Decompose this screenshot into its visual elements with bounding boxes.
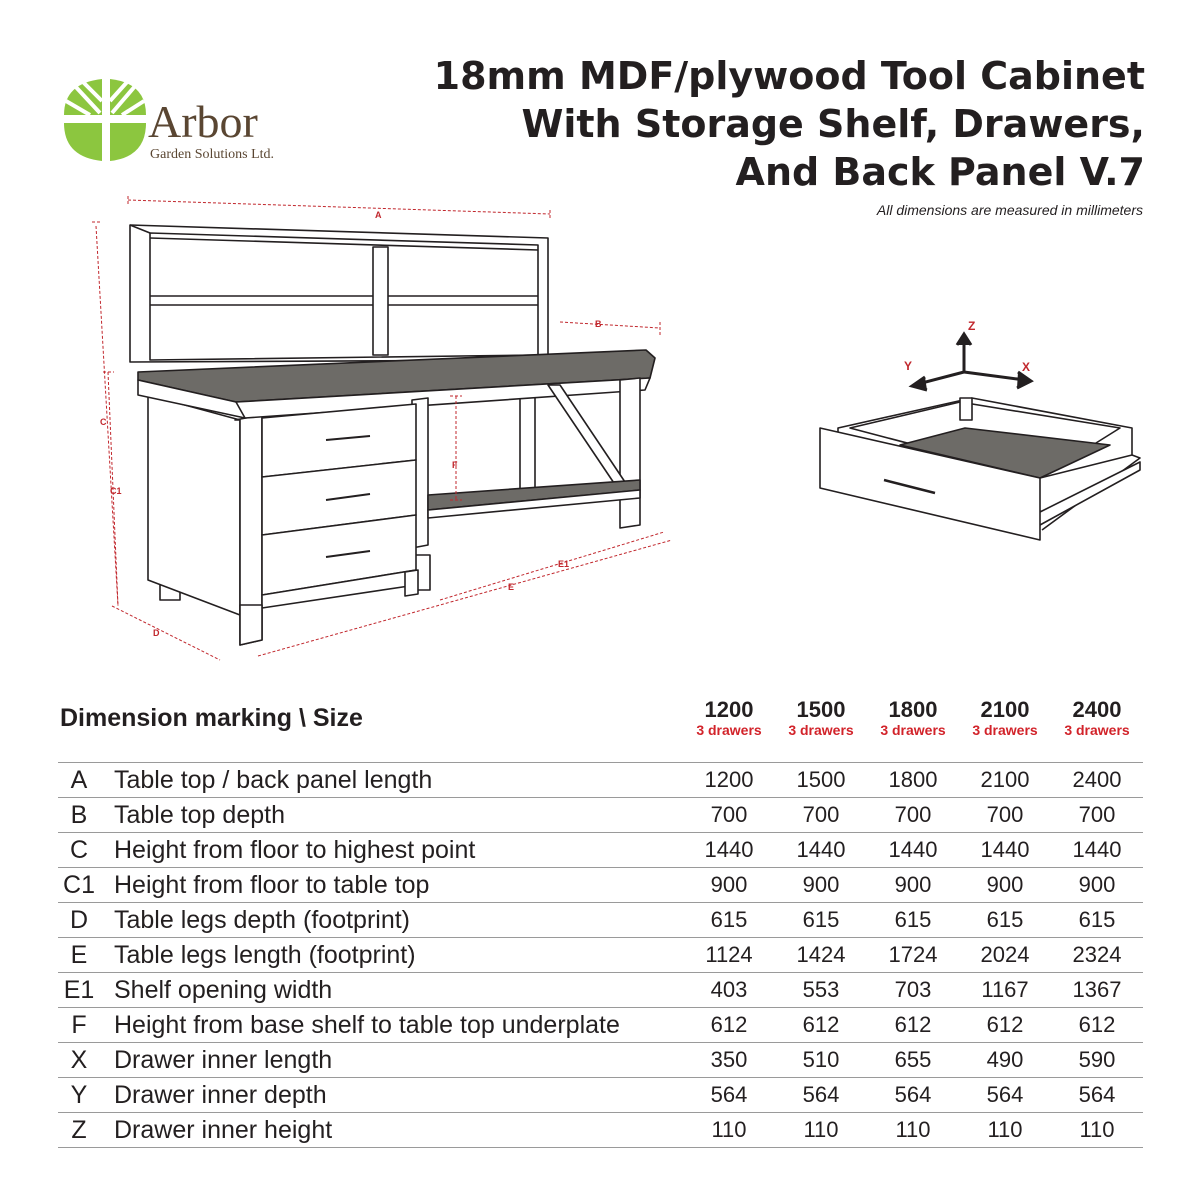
- row-mark: Y: [70, 1081, 88, 1109]
- row-value: 1200: [704, 767, 754, 792]
- row-value: 615: [894, 907, 932, 932]
- column-size: 2400: [1072, 697, 1122, 722]
- row-value: 612: [1078, 1012, 1116, 1037]
- row-mark: E1: [63, 976, 95, 1004]
- row-value: 1440: [1072, 837, 1122, 862]
- column-drawers: 3 drawers: [1064, 722, 1130, 738]
- header-label: Dimension marking \ Size: [60, 704, 363, 732]
- row-value: 900: [710, 872, 748, 897]
- axis-y: Y: [904, 359, 913, 373]
- column-drawers: 3 drawers: [880, 722, 946, 738]
- row-value: 700: [710, 802, 748, 827]
- row-value: 703: [894, 977, 932, 1002]
- row-label: Shelf opening width: [114, 976, 333, 1004]
- row-value: 564: [1078, 1082, 1116, 1107]
- column-drawers: 3 drawers: [788, 722, 854, 738]
- page-title: [385, 52, 1145, 196]
- row-value: 564: [894, 1082, 932, 1107]
- row-value: 900: [802, 872, 840, 897]
- column-size: 1500: [796, 697, 846, 722]
- column-drawers: 3 drawers: [696, 722, 762, 738]
- arbor-logo: [60, 75, 320, 170]
- dim-label-e: E: [508, 582, 515, 592]
- row-value: 615: [802, 907, 840, 932]
- axis-x: X: [1022, 360, 1031, 374]
- row-mark: C1: [63, 871, 95, 899]
- row-mark: F: [71, 1011, 87, 1039]
- row-value: 900: [1078, 872, 1116, 897]
- leaf-icon: [64, 79, 146, 161]
- row-value: 590: [1078, 1047, 1116, 1072]
- dim-label-f: F: [452, 460, 458, 470]
- row-value: 350: [710, 1047, 748, 1072]
- table-row: [58, 972, 1143, 1007]
- row-value: 1367: [1072, 977, 1122, 1002]
- table-row: [58, 762, 1143, 797]
- row-value: 655: [894, 1047, 932, 1072]
- logo-tagline: Garden Solutions Ltd.: [150, 147, 275, 162]
- row-value: 110: [987, 1117, 1023, 1142]
- table-row: [58, 832, 1143, 867]
- row-value: 403: [710, 977, 748, 1002]
- table-row: [58, 797, 1143, 832]
- column-size: 2100: [980, 697, 1030, 722]
- row-value: 1424: [796, 942, 846, 967]
- row-value: 700: [802, 802, 840, 827]
- row-value: 490: [986, 1047, 1024, 1072]
- spec-table: [58, 690, 1143, 1148]
- row-label: Table top / back panel length: [114, 766, 433, 794]
- row-label: Drawer inner depth: [114, 1081, 327, 1109]
- row-value: 564: [802, 1082, 840, 1107]
- dim-label-a: A: [375, 210, 382, 220]
- row-value: 615: [710, 907, 748, 932]
- row-value: 615: [986, 907, 1024, 932]
- row-value: 510: [802, 1047, 840, 1072]
- row-value: 2400: [1072, 767, 1122, 792]
- row-label: Height from floor to highest point: [114, 836, 476, 864]
- drawer-drawing: [810, 315, 1150, 545]
- row-value: 1167: [981, 977, 1029, 1002]
- row-value: 700: [894, 802, 932, 827]
- row-label: Table legs depth (footprint): [114, 906, 411, 934]
- logo-name: Arbor: [148, 96, 258, 147]
- column-header: [775, 698, 867, 738]
- row-value: 1440: [704, 837, 754, 862]
- table-row: [58, 902, 1143, 937]
- row-value: 110: [1079, 1117, 1115, 1142]
- dim-label-c1: C1: [110, 486, 122, 496]
- row-value: 612: [710, 1012, 748, 1037]
- row-value: 700: [1078, 802, 1116, 827]
- title-line-3: And Back Panel V.7: [735, 150, 1145, 194]
- table-row: [58, 937, 1143, 972]
- row-value: 612: [894, 1012, 932, 1037]
- row-value: 1440: [888, 837, 938, 862]
- table-row: [58, 1042, 1143, 1077]
- table-row: [58, 867, 1143, 902]
- row-mark: B: [70, 801, 88, 829]
- row-value: 564: [710, 1082, 748, 1107]
- column-header: [959, 698, 1051, 738]
- column-size: 1200: [704, 697, 754, 722]
- row-value: 1724: [888, 942, 938, 967]
- table-body: [58, 762, 1143, 1148]
- row-value: 612: [986, 1012, 1024, 1037]
- title-line-1: 18mm MDF/plywood Tool Cabinet: [433, 54, 1145, 98]
- row-value: 110: [895, 1117, 931, 1142]
- units-note: All dimensions are measured in millimeters: [876, 202, 1143, 218]
- row-value: 2024: [980, 942, 1030, 967]
- row-mark: X: [70, 1046, 88, 1074]
- row-value: 1500: [796, 767, 846, 792]
- row-value: 700: [986, 802, 1024, 827]
- row-value: 612: [802, 1012, 840, 1037]
- dim-label-b: B: [595, 319, 602, 329]
- column-size: 1800: [888, 697, 938, 722]
- row-label: Height from base shelf to table top underplate: [114, 1011, 620, 1039]
- row-value: 1124: [705, 942, 753, 967]
- row-value: 1440: [980, 837, 1030, 862]
- row-value: 2324: [1072, 942, 1122, 967]
- column-drawers: 3 drawers: [972, 722, 1038, 738]
- row-mark: Z: [71, 1116, 87, 1144]
- dim-label-d: D: [153, 628, 160, 638]
- axis-z: Z: [968, 319, 976, 333]
- column-header: [1051, 698, 1143, 738]
- row-value: 615: [1078, 907, 1116, 932]
- table-row: [58, 1007, 1143, 1042]
- table-row: [58, 1112, 1143, 1148]
- title-line-2: With Storage Shelf, Drawers,: [521, 102, 1145, 146]
- row-value: 900: [986, 872, 1024, 897]
- row-value: 1440: [796, 837, 846, 862]
- row-label: Height from floor to table top: [114, 871, 430, 899]
- row-value: 110: [803, 1117, 839, 1142]
- row-value: 2100: [980, 767, 1030, 792]
- dim-label-c: C: [100, 417, 107, 427]
- row-value: 553: [802, 977, 840, 1002]
- row-value: 1800: [888, 767, 938, 792]
- table-header: [58, 690, 1143, 762]
- row-value: 110: [711, 1117, 747, 1142]
- column-header: [683, 698, 775, 738]
- row-mark: D: [69, 906, 89, 934]
- row-mark: A: [70, 766, 88, 794]
- row-mark: C: [69, 836, 89, 864]
- dim-label-e1: E1: [558, 559, 570, 569]
- workbench-drawing: [80, 185, 700, 675]
- row-label: Table top depth: [114, 801, 285, 829]
- row-value: 564: [986, 1082, 1024, 1107]
- column-header: [867, 698, 959, 738]
- table-row: [58, 1077, 1143, 1112]
- row-value: 900: [894, 872, 932, 897]
- row-mark: E: [70, 941, 88, 969]
- row-label: Drawer inner height: [114, 1116, 333, 1144]
- axis-arrows: [912, 334, 1031, 390]
- row-label: Drawer inner length: [114, 1046, 333, 1074]
- row-label: Table legs length (footprint): [114, 941, 416, 969]
